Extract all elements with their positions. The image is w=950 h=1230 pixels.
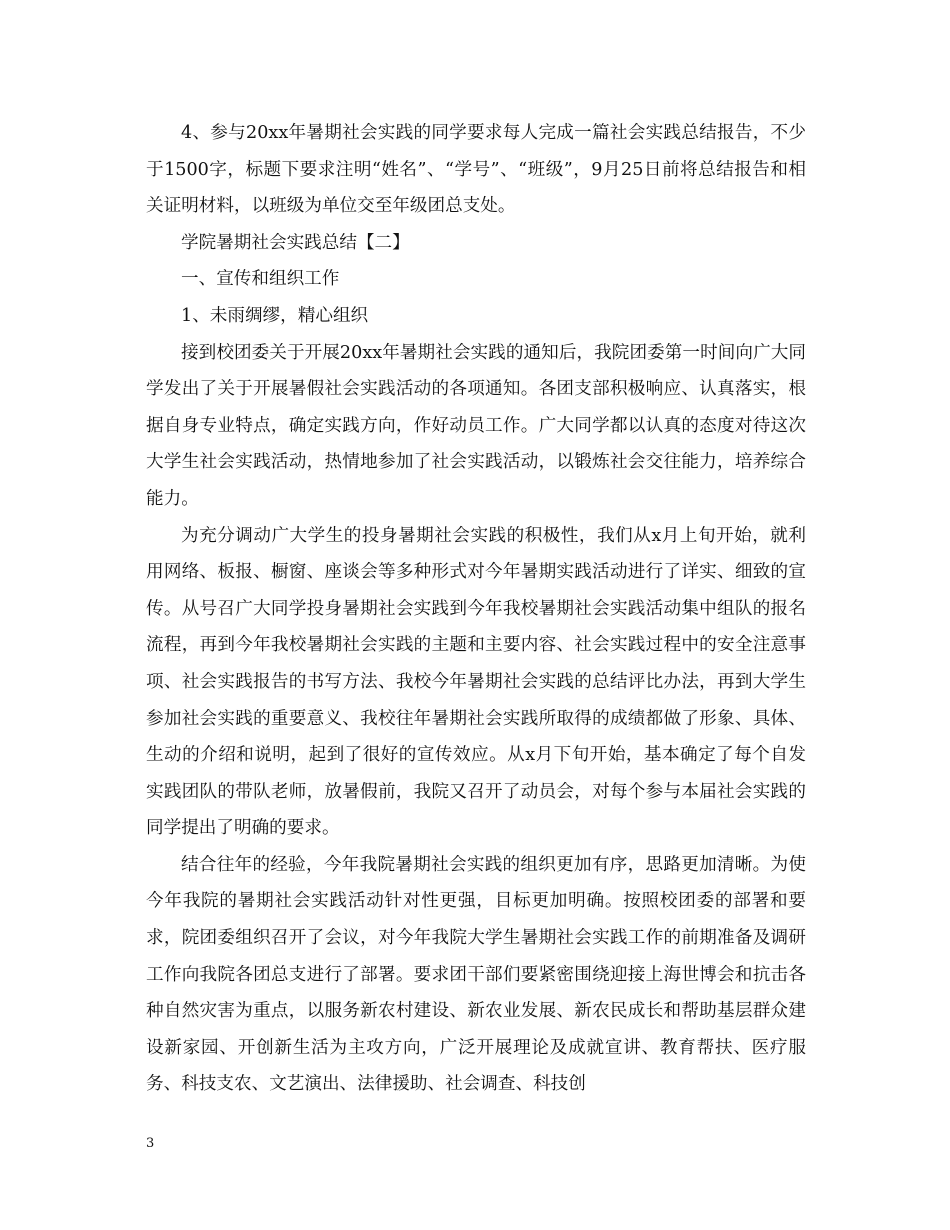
heading-level-2: 1、未雨绸缪，精心组织	[181, 305, 369, 326]
page-number: 3	[146, 1136, 155, 1151]
paragraph-requirement-4: 4、参与20xx年暑期社会实践的同学要求每人完成一篇社会实践总结报告，不少于1500字，标题下要求注明“姓名”、“学号”、“班级”，9月25日前将总结报告和相关证明材料，以班级为单位交至年级团总支处。	[146, 123, 806, 217]
heading-level-1: 一、宣传和组织工作	[181, 269, 340, 290]
section-title: 学院暑期社会实践总结【二】	[181, 232, 410, 253]
paragraph-organization: 结合往年的经验，今年我院暑期社会实践的组织更加有序，思路更加清晰。为使今年我院的暑期社会实践活动针对性更强，目标更加明确。按照校团委的部署和要求，院团委组织召开了会议，对今年我院大学生暑期社会实践工作的前期准备及调研工作向我院各团总支进行了部署。要求团干部们要紧密围绕迎接上海世博会和抗击各种自然灾害为重点，以服务新农村建设、新农业发展、新农民成长和帮助基层群众建设新家园、开创新生活为主攻方向，广泛开展理论及成就宣讲、教育帮扶、医疗服务、科技支农、文艺演出、法律援助、社会调查、科技创	[146, 854, 806, 1095]
paragraph-publicity: 为充分调动广大学生的投身暑期社会实践的积极性，我们从x月上旬开始，就利用网络、板报、橱窗、座谈会等多种形式对今年暑期实践活动进行了详实、细致的宣传。从号召广大同学投身暑期社会实践到今年我校暑期社会实践活动集中组队的报名流程，再到今年我校暑期社会实践的主题和主要内容、社会实践过程中的安全注意事项、社会实践报告的书写方法、我校今年暑期社会实践的总结评比办法，再到大学生参加社会实践的重要意义、我校往年暑期社会实践所取得的成绩都做了形象、具体、生动的介绍和说明，起到了很好的宣传效应。从x月下旬开始，基本确定了每个自发实践团队的带队老师，放暑假前，我院又召开了动员会，对每个参与本届社会实践的同学提出了明确的要求。	[146, 525, 806, 839]
document-body	[146, 115, 806, 1103]
paragraph-notification: 接到校团委关于开展20xx年暑期社会实践的通知后，我院团委第一时间向广大同学发出了关于开展暑假社会实践活动的各项通知。各团支部积极响应、认真落实，根据自身专业特点，确定实践方向，作好动员工作。广大同学都以认真的态度对待这次大学生社会实践活动，热情地参加了社会实践活动，以锻炼社会交往能力，培养综合能力。	[146, 342, 806, 509]
